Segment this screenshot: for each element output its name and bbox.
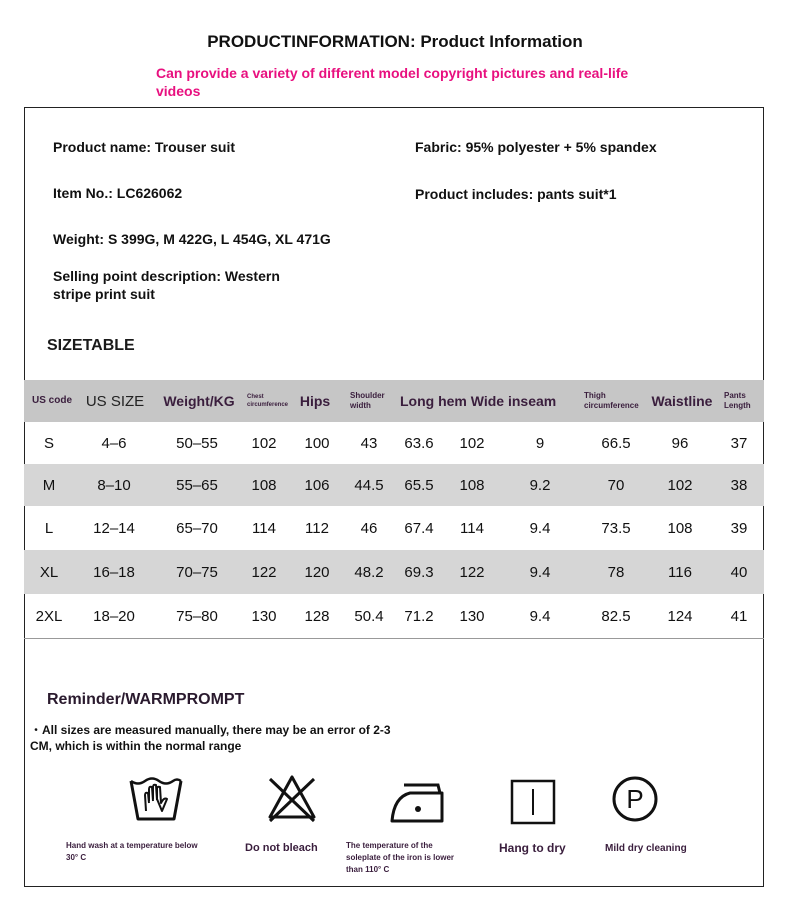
cell-inseam: 9.4	[529, 519, 551, 537]
cell-code: 2XL	[35, 607, 63, 625]
cell-waist: 116	[668, 563, 692, 581]
selling-point	[53, 267, 280, 303]
page-title: PRODUCTINFORMATION: Product Information	[207, 32, 583, 51]
header-thigh: Thigh circumference	[584, 391, 639, 410]
care-label-dry-clean: Mild dry cleaning	[605, 843, 687, 854]
care-label-line: than 110° C	[346, 865, 390, 874]
cell-long-hem: 71.2	[404, 607, 434, 625]
header-shoulder: Shoulder width	[350, 391, 385, 410]
cell-wide: 108	[459, 476, 485, 494]
cell-code: L	[44, 519, 54, 537]
do-not-bleach-icon	[266, 773, 318, 823]
cell-us-size: 4–6	[101, 434, 127, 452]
cell-wide: 122	[459, 563, 485, 581]
cell-pants: 39	[730, 519, 748, 537]
cell-us-size: 12–14	[93, 519, 135, 537]
reminder-heading: Reminder/WARMPROMPT	[47, 691, 245, 708]
cell-inseam: 9.4	[529, 563, 551, 581]
reminder-text-line1: ・All sizes are measured manually, there may be an error of 2-3	[30, 723, 391, 737]
cell-inseam: 9.4	[529, 607, 551, 625]
reminder-text	[30, 722, 450, 754]
dry-clean-icon	[611, 775, 659, 823]
cell-us-size: 8–10	[97, 476, 131, 494]
care-label-iron	[346, 840, 496, 876]
cell-pants: 37	[730, 434, 748, 452]
header-weight: Weight/KG	[163, 393, 235, 409]
size-table-heading: SIZETABLE	[47, 337, 135, 354]
cell-weight: 55–65	[176, 476, 218, 494]
weight-info: Weight: S 399G, M 422G, L 454G, XL 471G	[53, 231, 331, 247]
cell-weight: 50–55	[176, 434, 218, 452]
cell-wide: 102	[459, 434, 485, 452]
header-waistline: Waistline	[651, 393, 713, 409]
cell-shoulder: 43	[360, 434, 378, 452]
cell-shoulder: 44.5	[354, 476, 384, 494]
cell-long-hem: 65.5	[404, 476, 434, 494]
cell-thigh: 82.5	[601, 607, 631, 625]
table-divider	[24, 638, 764, 639]
care-label-hand-wash	[66, 840, 246, 864]
cell-hips: 106	[304, 476, 330, 494]
header-hips: Hips	[299, 393, 331, 409]
cell-shoulder: 48.2	[354, 563, 384, 581]
cell-us-size: 16–18	[93, 563, 135, 581]
cell-thigh: 73.5	[601, 519, 631, 537]
cell-long-hem: 63.6	[404, 434, 434, 452]
cell-inseam: 9	[535, 434, 545, 452]
cell-hips: 120	[304, 563, 330, 581]
cell-code: XL	[39, 563, 59, 581]
care-label-line: 30° C	[66, 853, 87, 862]
cell-inseam: 9.2	[529, 476, 551, 494]
reminder-text-line2: CM, which is within the normal range	[30, 739, 242, 753]
cell-hips: 100	[304, 434, 330, 452]
cell-weight: 65–70	[176, 519, 218, 537]
cell-wide: 130	[459, 607, 485, 625]
cell-waist: 124	[667, 607, 693, 625]
header-us-size: US SIZE	[85, 392, 145, 410]
header-chest: Chest circumference	[247, 394, 289, 408]
cell-weight: 75–80	[176, 607, 218, 625]
header-long-hem-wide-inseam: Long hem Wide inseam	[400, 393, 557, 409]
item-number: Item No.: LC626062	[53, 185, 183, 201]
cell-thigh: 78	[607, 563, 625, 581]
cell-us-size: 18–20	[93, 607, 135, 625]
cell-thigh: 66.5	[601, 434, 631, 452]
cell-code: M	[42, 476, 56, 494]
header-pants-length: Pants Length	[724, 391, 751, 410]
care-label-hang-to-dry: Hang to dry	[499, 841, 566, 855]
cell-thigh: 70	[607, 476, 625, 494]
product-name: Product name: Trouser suit	[53, 139, 236, 155]
cell-pants: 38	[730, 476, 748, 494]
header-us-code: US code	[32, 395, 73, 406]
cell-pants: 41	[730, 607, 748, 625]
cell-chest: 108	[251, 476, 277, 494]
cell-weight: 70–75	[176, 563, 218, 581]
cell-waist: 102	[667, 476, 693, 494]
selling-point-line1: Selling point description: Western	[53, 268, 280, 284]
cell-shoulder: 46	[360, 519, 378, 537]
table-row	[24, 422, 764, 464]
cell-long-hem: 69.3	[404, 563, 434, 581]
care-label-do-not-bleach: Do not bleach	[245, 842, 318, 854]
cell-chest: 102	[251, 434, 277, 452]
cell-pants: 40	[730, 563, 748, 581]
hang-to-dry-icon	[510, 779, 556, 825]
cell-chest: 122	[251, 563, 277, 581]
cell-chest: 114	[252, 519, 276, 537]
iron-icon	[388, 781, 446, 825]
selling-point-line2: stripe print suit	[53, 286, 155, 302]
cell-chest: 130	[251, 607, 277, 625]
cell-waist: 96	[671, 434, 689, 452]
cell-shoulder: 50.4	[354, 607, 384, 625]
promo-text: Can provide a variety of different model copyright pictures and real-life videos	[156, 65, 629, 99]
care-label-line: soleplate of the iron is lower	[346, 853, 455, 862]
table-row	[24, 550, 764, 594]
fabric: Fabric: 95% polyester + 5% spandex	[415, 139, 657, 155]
dry-clean-glyph: P	[626, 784, 644, 814]
hand-wash-icon	[128, 775, 184, 827]
cell-long-hem: 67.4	[404, 519, 434, 537]
table-row	[24, 506, 764, 550]
product-includes: Product includes: pants suit*1	[415, 186, 617, 202]
cell-waist: 108	[667, 519, 693, 537]
care-label-line: The temperature of the	[346, 841, 433, 850]
cell-hips: 128	[304, 607, 330, 625]
table-row	[24, 594, 764, 638]
cell-wide: 114	[460, 519, 484, 537]
size-table-header	[24, 380, 764, 422]
care-label-line: Hand wash at a temperature below	[66, 841, 198, 850]
cell-hips: 112	[305, 519, 329, 537]
table-row	[24, 464, 764, 506]
cell-code: S	[43, 434, 54, 452]
